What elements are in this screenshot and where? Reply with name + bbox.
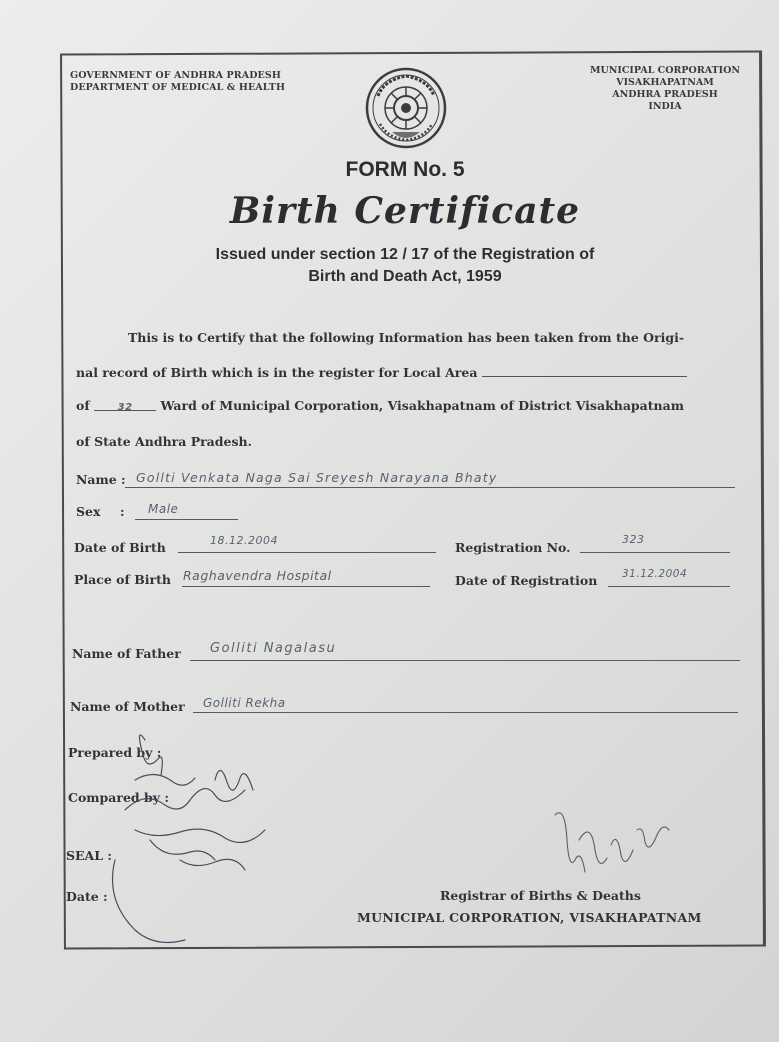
sex-value: Male [148, 502, 179, 516]
name-line [125, 487, 735, 488]
mother-name-line [193, 712, 738, 713]
clerk-signature-scribble [95, 720, 285, 950]
dob-line [178, 552, 436, 553]
father-name-line [190, 660, 740, 661]
form-number: FORM No. 5 [345, 158, 465, 181]
certify-of: of [76, 398, 90, 413]
sex-colon: : [120, 504, 125, 519]
header-right [565, 65, 765, 113]
dob-value: 18.12.2004 [210, 534, 278, 547]
subtitle-line-1: Issued under section 12 / 17 of the Registration of [215, 246, 595, 263]
registrar-signature-scribble [545, 800, 675, 885]
registrar-corporation: MUNICIPAL CORPORATION, VISAKHAPATNAM [357, 910, 702, 925]
subtitle-line-2: Birth and Death Act, 1959 [308, 268, 502, 285]
header-department: DEPARTMENT OF MEDICAL & HEALTH [70, 82, 286, 93]
certify-line-2-text: nal record of Birth which is in the register for Local Area [76, 365, 478, 380]
header-visakhapatnam: VISAKHAPATNAM [616, 77, 714, 88]
registration-date-label: Date of Registration [455, 573, 598, 588]
mother-name-label: Name of Mother [70, 699, 185, 714]
sex-line [135, 519, 238, 520]
certify-line-1: This is to Certify that the following Information has been taken from the Origi- [128, 330, 685, 345]
ward-number-blank [94, 398, 156, 411]
father-name-label: Name of Father [72, 646, 181, 661]
place-of-birth-label: Place of Birth [74, 572, 171, 587]
mother-name-value: Golliti Rekha [203, 696, 286, 710]
certificate-title: Birth Certificate [229, 190, 581, 232]
registration-date-line [608, 586, 730, 587]
place-of-birth-line [182, 586, 430, 587]
registration-no-value: 323 [622, 533, 645, 546]
sex-label: Sex [76, 504, 101, 519]
father-name-value: Golliti Nagalasu [210, 641, 337, 656]
certify-ward-text: Ward of Municipal Corporation, Visakhapatnam of District Visakhapatnam [160, 398, 684, 413]
certificate-subtitle [0, 244, 779, 288]
header-left [70, 70, 285, 94]
registrar-title: Registrar of Births & Deaths [440, 888, 641, 903]
registration-no-label: Registration No. [455, 540, 571, 555]
registration-no-line [580, 552, 730, 553]
seal-label: SEAL : [66, 848, 113, 863]
name-label: Name : [76, 472, 126, 487]
header-government: GOVERNMENT OF ANDHRA PRADESH [70, 70, 281, 81]
prepared-by-label: Prepared by : [68, 745, 162, 760]
certify-line-3 [76, 398, 684, 413]
header-municipal-corporation: MUNICIPAL CORPORATION [589, 65, 741, 76]
place-of-birth-value: Raghavendra Hospital [183, 568, 332, 583]
header-andhra-pradesh: ANDHRA PRADESH [612, 89, 718, 100]
header-india: INDIA [648, 101, 682, 112]
compared-by-label: Compared by : [68, 790, 169, 805]
registration-date-value: 31.12.2004 [622, 568, 688, 580]
certify-line-4: of State Andhra Pradesh. [76, 434, 252, 449]
date-label: Date : [66, 889, 108, 904]
name-value: Gollti Venkata Naga Sai Sreyesh Narayana Bhaty [136, 470, 498, 485]
government-seal-emblem [362, 66, 450, 150]
ward-number-value: 32 [117, 402, 133, 413]
certify-line-2 [76, 364, 687, 380]
dob-label: Date of Birth [74, 540, 166, 555]
local-area-blank [482, 364, 687, 377]
